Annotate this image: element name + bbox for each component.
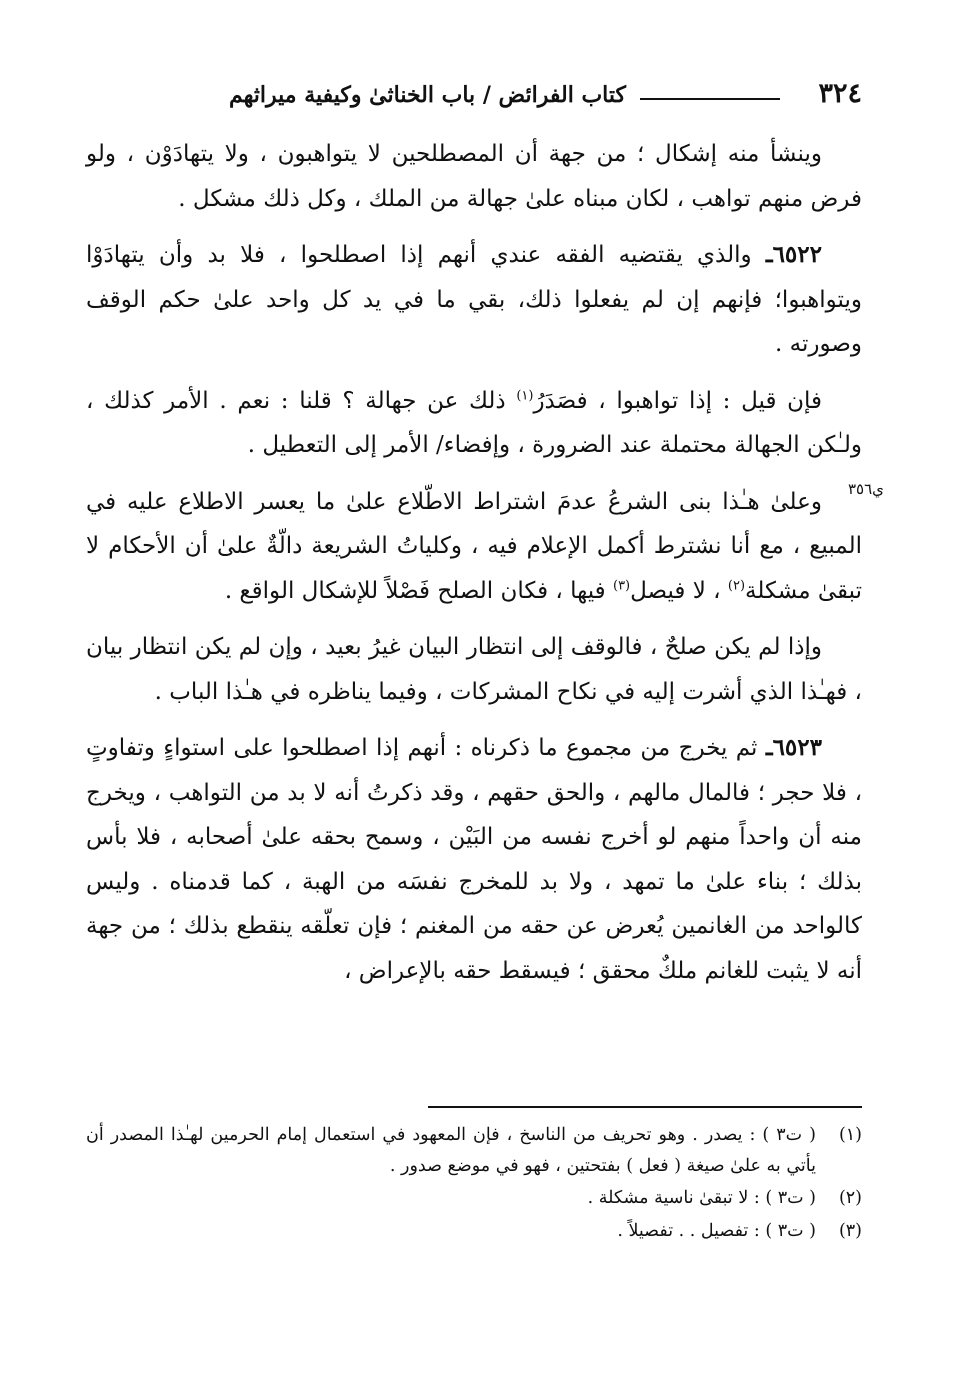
footnote-1 [86, 1120, 862, 1181]
paragraph-3 [86, 379, 862, 468]
footnote-number: (٢) [838, 1188, 862, 1208]
footnote-text: ( ت٣ ) : تفصيل . . تفصيلاً . [617, 1220, 816, 1241]
paragraph-text: والذي يقتضيه الفقه عندي أنهم إذا اصطلحوا ، فلا بد وأن يتهادَوْا ويتواهبوا؛ فإنهم إن لم يفعلوا ذلك، بقي ما في يد كل واحد علىٰ حكم الوقف وصورته . [86, 242, 862, 357]
footnote-separator [428, 1106, 862, 1108]
paragraph-text: وإذا لم يكن صلحٌ ، فالوقف إلى انتظار البيان غيرُ بعيد ، وإن لم يكن انتظار بيان ، فهـٰذا الذي أشرت إليه في نكاح المشركات ، وفيما يناظره في هـٰذا الباب . [86, 634, 862, 705]
footnote-number: (١) [838, 1125, 862, 1145]
paragraph-text: وعلىٰ هـٰذا بنى الشرعُ عدمَ اشتراط الاطّلاع علىٰ ما يعسر الاطلاع عليه في المبيع ، مع أنا نشترط أكمل الإعلام فيه ، وكلياتُ الشريعة دالّةٌ علىٰ أن الأحكام لا تبقىٰ مشكلة [86, 488, 862, 604]
paragraph-text: فيها ، فكان الصلح فَصْلاً للإشكال الواقع . [224, 577, 613, 604]
section-number: ٦٥٢٢ـ [765, 241, 822, 268]
footnote-2 [86, 1183, 862, 1214]
paragraph-4 [86, 480, 862, 614]
header-rule [640, 98, 780, 100]
paragraph-text: ذلك عن جهالة ؟ قلنا : نعم . الأمر كذلك ، ولـٰكن الجهالة محتملة عند الضرورة ، وإفضاء/ الأمر إلى التعطيل . [86, 387, 862, 458]
footnote-3 [86, 1216, 862, 1247]
paragraph-6523 [86, 726, 862, 993]
paragraph-6522 [86, 233, 862, 367]
section-number: ٦٥٢٣ـ [765, 734, 822, 761]
main-text [86, 132, 862, 1005]
footnote-marker: (٢) [727, 577, 746, 593]
footnote-number: (٣) [838, 1220, 862, 1241]
footnote-marker: (٣) [612, 577, 631, 593]
page-header [88, 76, 862, 116]
paragraph-text: وينشأ منه إشكال ؛ من جهة أن المصطلحين لا يتواهبون ، ولا يتهادَوْن ، ولو فرض منهم تواهب ، لكان مبناه علىٰ جهالة من الملك ، وكل ذلك مشكل . [86, 141, 862, 212]
paragraph-5 [86, 625, 862, 714]
running-title: كتاب الفرائض / باب الخناثىٰ وكيفية ميراثهم [228, 82, 626, 108]
page-number: ٣٢٤ [818, 78, 862, 109]
footnote-marker: (١) [516, 387, 534, 403]
paragraph-1 [86, 132, 862, 221]
margin-page-reference: ي٣٥٦ [848, 480, 884, 498]
footnote-text: ( ت٣ ) : يصدر . وهو تحريف من الناسخ ، فإن المعهود في استعمال إمام الحرمين لهـٰذا المصدر أن يأتي به علىٰ صيغة ( فعل ) بفتحتين ، فهو في موضع صدور . [86, 1125, 816, 1176]
paragraph-text: فإن قيل : إذا تواهبوا ، فصَدَرُ [533, 387, 823, 414]
footnote-text: ( ت٣ ) : لا تبقىٰ ناسية مشكلة . [587, 1188, 816, 1208]
paragraph-text: ثم يخرج من مجموع ما ذكرناه : أنهم إذا اصطلحوا على استواءٍ وتفاوتٍ ، فلا حجر ؛ فالمال مالهم ، والحق حقهم ، وقد ذكرتُ أنه لا بد من التواهب ، ويخرج منه أن واحداً منهم لو أخرج نفسه من البَيْن ، وسمح بحقه علىٰ أصحابه ، فلا بأس بذلك ؛ بناء علىٰ ما تمهد ، ولا بد للمخرج نفسَه من الهبة ، كما قدمناه . وليس كالواحد من الغانمين يُعرض عن حقه من المغنم ؛ فإن تعلّقه ينقطع بذلك ؛ من جهة أنه لا يثبت للغانم ملكٌ محقق ؛ فيسقط حقه بالإعراض ، [86, 735, 862, 984]
paragraph-text: ، لا فيصل [630, 577, 728, 604]
footnotes [86, 1120, 862, 1248]
